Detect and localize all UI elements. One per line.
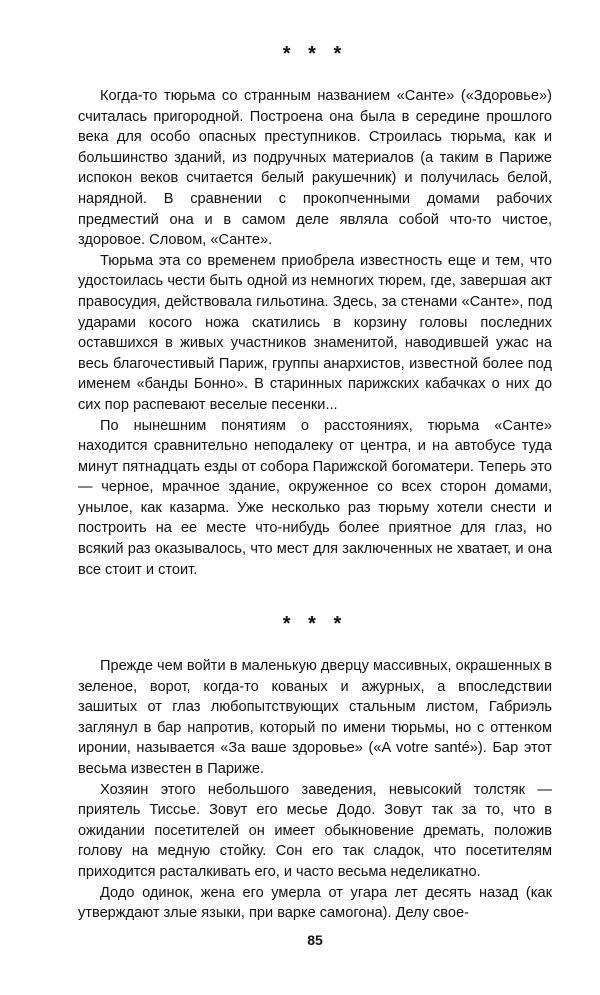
paragraph: Тюрьма эта со временем приобрела известность еще и тем, что удостоилась чести быть одной из немногих тюрем, где, завершая акт правосудия, действовала гильотина. Здесь, за стенами «Санте», под ударами косого ножа скатились в корзину головы последних оставшихся в живых участников знаменитой, наводившей ужас на весь благочестивый Париж, группы анархистов, известной более под именем «банды Бонно». В старинных парижских кабачках о них до сих пор распевают веселые песенки...	[78, 252, 552, 413]
paragraph: Додо одинок, жена его умерла от угара лет десять назад (как утверждают злые языки, при варке самогона). Делу свое-	[78, 884, 552, 922]
section-separator: * * *	[282, 613, 348, 635]
paragraph: Хозяин этого небольшого заведения, невысокий толстяк — приятель Тиссье. Зовут его месье Додо. Зовут так за то, что в ожидании посетителей он имеет обыкновение дремать, положив голову на медную стойку. Сон его так сладок, что посетителям приходится расталкивать его, и часто весьма неделикатно.	[78, 781, 552, 880]
text-section-2	[78, 656, 552, 924]
text-section-1	[78, 86, 552, 580]
paragraph: Прежде чем войти в маленькую дверцу массивных, окрашенных в зеленое, ворот, когда-то кованых и ажурных, а впоследствии зашитых от глаз любопытствующих стальным листом, Габриэль заглянул в бар напротив, который по имени тюрьмы, но с оттенком иронии, называется «За ваше здоровье» («A votre santé»). Бар этот весьма известен в Париже.	[78, 658, 552, 777]
paragraph: Когда-то тюрьма со странным названием «Санте» («Здоровье») считалась пригородной. Построена она была в середине прошлого века для особо опасных преступников. Строилась тюрьма, как и большинство зданий, из подручных материалов (а таким в Париже испокон веков считается белый ракушечник) и получилась белой, нарядной. В сравнении с прокопченными домами рабочих предместий она и в самом деле являла собой что-то чистое, здоровое. Словом, «Санте».	[78, 88, 552, 249]
page-number: 85	[307, 932, 323, 948]
section-separator: * * *	[282, 43, 348, 65]
book-page	[78, 0, 552, 995]
paragraph: По нынешним понятиям о расстояниях, тюрьма «Санте» находится сравнительно неподалеку от центра, и на автобусе туда минут пятнадцать езды от собора Парижской богоматери. Теперь это — черное, мрачное здание, окруженное со всех сторон домами, унылое, как казарма. Уже несколько раз тюрьму хотели снести и построить на ее месте что-нибудь более приятное для глаз, но всякий раз оказывалось, что мест для заключенных не хватает, и она все стоит и стоит.	[78, 417, 552, 578]
